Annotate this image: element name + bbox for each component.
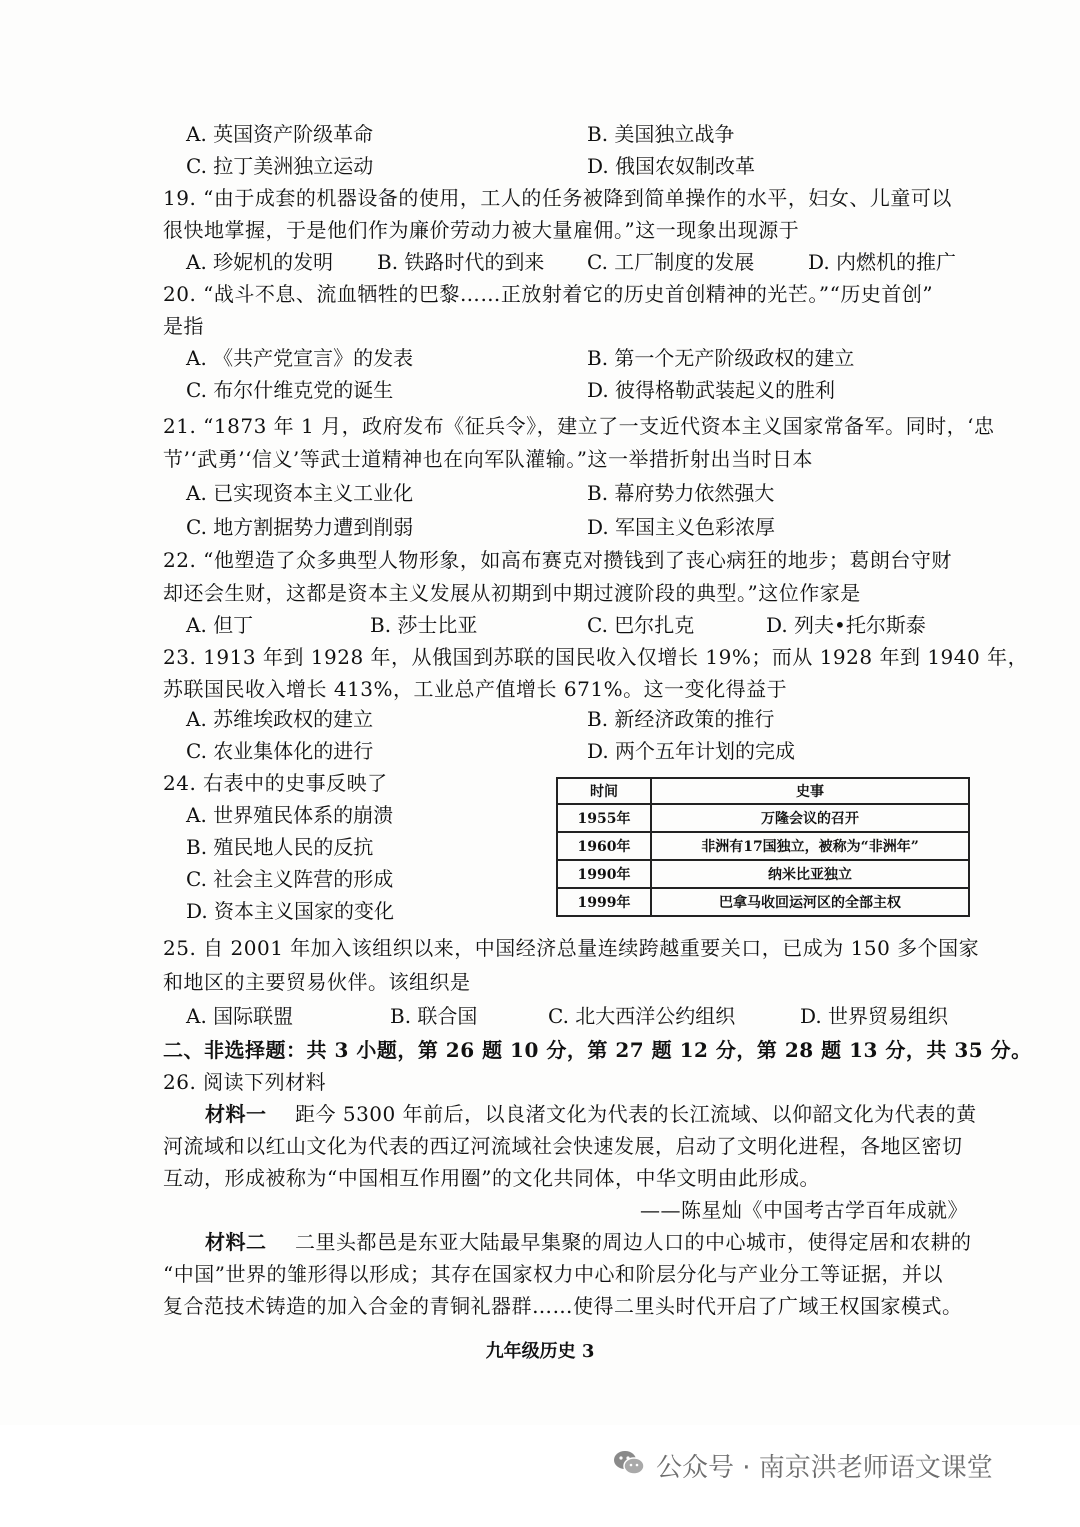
wechat-icon [612,1448,646,1478]
header-event: 史事 [651,778,969,804]
material2-label: 材料二 [205,1230,267,1254]
row-event: 万隆会议的召开 [651,804,969,832]
watermark: 公众号 · 南京洪老师语文课堂 [656,1453,993,1483]
q22-option-c: C. 巴尔扎克 [587,613,695,637]
material2-line3: 复合范技术铸造的加入合金的青铜礼器群……使得二里头时代开启了广域王权国家模式。 [163,1294,963,1318]
q20-stem-line1: 20. “战斗不息、流血牺牲的巴黎……正放射着它的历史首创精神的光芒。”“历史首创” [163,282,934,306]
q22-stem-line2: 却还会生财，这都是资本主义发展从初期到中期过渡阶段的典型。”这位作家是 [163,581,861,605]
q26-stem: 26. 阅读下列材料 [163,1070,327,1094]
header-time: 时间 [557,778,651,804]
q19-option-d: D. 内燃机的推广 [808,250,957,274]
q25-option-d: D. 世界贸易组织 [800,1004,949,1028]
q18-option-c: C. 拉丁美洲独立运动 [186,154,374,178]
table-row [557,888,969,916]
material1-line3: 互动，形成被称为“中国相互作用圈”的文化共同体，中华文明由此形成。 [163,1166,820,1190]
q24-stem: 24. 右表中的史事反映了 [163,771,388,795]
q24-option-a: A. 世界殖民体系的崩溃 [186,803,394,827]
table-row [557,804,969,832]
q21-stem-line2: 节’‘武勇’‘信义’等武士道精神也在向军队灌输。”这一举措折射出当时日本 [163,447,814,471]
q25-stem-line1: 25. 自 2001 年加入该组织以来，中国经济总量连续跨越重要关口，已成为 150 多个国家 [163,936,980,960]
q20-option-b: B. 第一个无产阶级政权的建立 [587,346,855,370]
row-event: 非洲有17国独立，被称为“非洲年” [651,832,969,860]
q18-option-d: D. 俄国农奴制改革 [587,154,756,178]
q23-option-c: C. 农业集体化的进行 [186,739,374,763]
material1-line2: 河流域和以红山文化为代表的西辽河流域社会快速发展，启动了文明化进程，各地区密切 [163,1134,963,1158]
q23-option-b: B. 新经济政策的推行 [587,707,775,731]
material1-label: 材料一 [205,1102,267,1126]
material1-source: ——陈星灿《中国考古学百年成就》 [640,1198,968,1222]
row-event: 巴拿马收回运河区的全部主权 [651,888,969,916]
q21-option-c: C. 地方割据势力遭到削弱 [186,515,414,539]
q19-stem-line2: 很快地掌握，于是他们作为廉价劳动力被大量雇佣。”这一现象出现源于 [163,218,800,242]
q20-option-c: C. 布尔什维克党的诞生 [186,378,394,402]
q25-stem-line2: 和地区的主要贸易伙伴。该组织是 [163,970,471,994]
q21-option-b: B. 幕府势力依然强大 [587,481,775,505]
q23-stem-line1: 23. 1913 年到 1928 年，从俄国到苏联的国民收入仅增长 19%；而从 1928 年到 1940 年， [163,645,1029,669]
q23-option-a: A. 苏维埃政权的建立 [186,707,374,731]
q19-option-c: C. 工厂制度的发展 [587,250,755,274]
q18-option-b: B. 美国独立战争 [587,122,735,146]
q22-option-a: A. 但丁 [186,613,254,637]
q25-option-c: C. 北大西洋公约组织 [548,1004,736,1028]
q19-stem-line1: 19. “由于成套的机器设备的使用，工人的任务被降到简单操作的水平，妇女、儿童可以 [163,186,952,210]
q24-option-d: D. 资本主义国家的变化 [186,899,395,923]
q22-option-d: D. 列夫•托尔斯泰 [766,613,926,637]
row-event: 纳米比亚独立 [651,860,969,888]
row-time: 1960年 [557,832,651,860]
q22-stem-line1: 22. “他塑造了众多典型人物形象，如高布赛克对攒钱到了丧心病狂的地步；葛朗台守财 [163,548,952,572]
events-table [556,777,970,917]
q22-option-b: B. 莎士比亚 [370,613,478,637]
q20-stem-line2: 是指 [163,314,204,338]
section-heading: 二、非选择题：共 3 小题，第 26 题 10 分，第 27 题 12 分，第 28 题 13 分，共 35 分。 [163,1038,1032,1062]
q24-option-c: C. 社会主义阵营的形成 [186,867,394,891]
row-time: 1990年 [557,860,651,888]
q20-option-a: A. 《共产党宣言》的发表 [186,346,414,370]
q24-option-b: B. 殖民地人民的反抗 [186,835,374,859]
material2-line1: 二里头都邑是东亚大陆最早集聚的周边人口的中心城市，使得定居和农耕的 [295,1230,972,1254]
q25-option-b: B. 联合国 [390,1004,478,1028]
q21-option-a: A. 已实现资本主义工业化 [186,481,414,505]
material1-line1: 距今 5300 年前后，以良渚文化为代表的长江流域、以仰韶文化为代表的黄 [295,1102,977,1126]
q25-option-a: A. 国际联盟 [186,1004,294,1028]
q18-option-a: A. 英国资产阶级革命 [186,122,374,146]
q21-stem-line1: 21. “1873 年 1 月，政府发布《征兵令》，建立了一支近代资本主义国家常备军。同时，‘忠 [163,414,995,438]
material2-line2: “中国”世界的雏形得以形成；其存在国家权力中心和阶层分化与产业分工等证据，并以 [163,1262,943,1286]
events-table-header [557,778,969,804]
q19-option-a: A. 珍妮机的发明 [186,250,334,274]
q20-option-d: D. 彼得格勒武装起义的胜利 [587,378,836,402]
page-footer: 九年级历史 3 [485,1341,595,1362]
table-row [557,832,969,860]
row-time: 1999年 [557,888,651,916]
q21-option-d: D. 军国主义色彩浓厚 [587,515,776,539]
row-time: 1955年 [557,804,651,832]
q19-option-b: B. 铁路时代的到来 [377,250,545,274]
q23-option-d: D. 两个五年计划的完成 [587,739,796,763]
q23-stem-line2: 苏联国民收入增长 413%，工业总产值增长 671%。这一变化得益于 [163,677,788,701]
table-row [557,860,969,888]
